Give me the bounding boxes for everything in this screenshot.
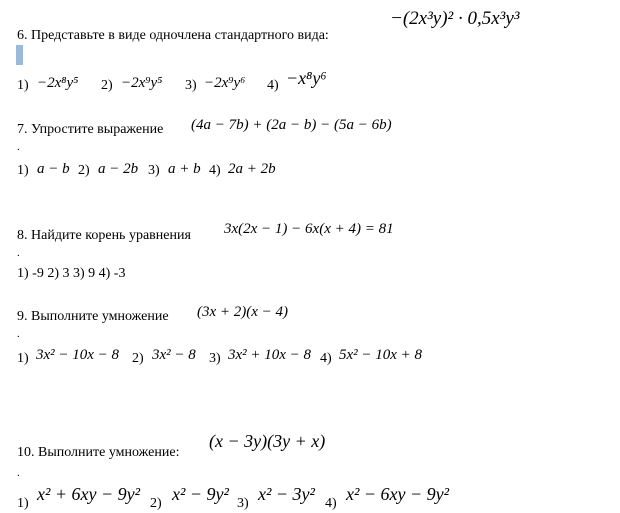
task10-option1: x² + 6xy − 9y² — [37, 484, 141, 504]
task7-option1-label: 1) — [17, 163, 29, 178]
task8-prompt: 8. Найдите корень уравнения — [17, 228, 191, 243]
task6-expression: −(2x³y)² · 0,5x³y³ — [390, 8, 520, 29]
task8-answers: 1) -9 2) 3 3) 9 4) -3 — [17, 266, 126, 281]
text-cursor-marker — [16, 45, 23, 65]
task10-expression: (x − 3y)(3y + x) — [209, 431, 326, 451]
task9-option4: 5x² − 10x + 8 — [339, 347, 423, 363]
task9-option3: 3x² + 10x − 8 — [228, 347, 312, 363]
task6-option4: −x⁸y⁶ — [286, 68, 327, 88]
task7-dot: . — [17, 141, 20, 153]
task6-option3-label: 3) — [185, 78, 197, 93]
task9-expression: (3x + 2)(x − 4) — [197, 304, 289, 320]
task7-prompt: 7. Упростите выражение — [17, 122, 164, 137]
task7-option3-label: 3) — [148, 163, 160, 178]
task10-dot: . — [17, 467, 20, 479]
task6-option1-label: 1) — [17, 78, 29, 93]
task7-option1: a − b — [37, 161, 70, 177]
task9-option4-label: 4) — [320, 351, 332, 366]
task9-option3-label: 3) — [209, 351, 221, 366]
task7-option2: a − 2b — [98, 161, 139, 177]
task8-dot: . — [17, 247, 20, 259]
task10-prompt: 10. Выполните умножение: — [17, 445, 180, 460]
task9-option2-label: 2) — [132, 351, 144, 366]
task10-option4: x² − 6xy − 9y² — [346, 484, 450, 504]
task7-option3: a + b — [168, 161, 201, 177]
task6-option2: −2x⁹y⁵ — [121, 75, 163, 91]
task10-option2: x² − 9y² — [172, 484, 229, 504]
task7-expression: (4a − 7b) + (2a − b) − (5a − 6b) — [191, 117, 392, 133]
task8-expression: 3x(2x − 1) − 6x(x + 4) = 81 — [224, 221, 394, 237]
task6-option3: −2x⁹y⁶ — [204, 75, 246, 91]
task7-option2-label: 2) — [78, 163, 90, 178]
task6-prompt: 6. Представьте в виде одночлена стандартного вида: — [17, 28, 329, 43]
task7-option4: 2a + 2b — [228, 161, 276, 177]
task10-option3: x² − 3y² — [258, 484, 315, 504]
task10-option3-label: 3) — [237, 496, 249, 511]
task10-option4-label: 4) — [325, 496, 337, 511]
task7-option4-label: 4) — [209, 163, 221, 178]
task10-option2-label: 2) — [150, 496, 162, 511]
task9-option2: 3x² − 8 — [152, 347, 196, 363]
task6-option1: −2x⁸y⁵ — [37, 75, 79, 91]
task9-option1-label: 1) — [17, 351, 29, 366]
task9-dot: . — [17, 328, 20, 340]
task9-prompt: 9. Выполните умножение — [17, 309, 169, 324]
task6-option2-label: 2) — [101, 78, 113, 93]
task6-option4-label: 4) — [267, 78, 279, 93]
task10-option1-label: 1) — [17, 496, 29, 511]
task9-option1: 3x² − 10x − 8 — [36, 347, 120, 363]
